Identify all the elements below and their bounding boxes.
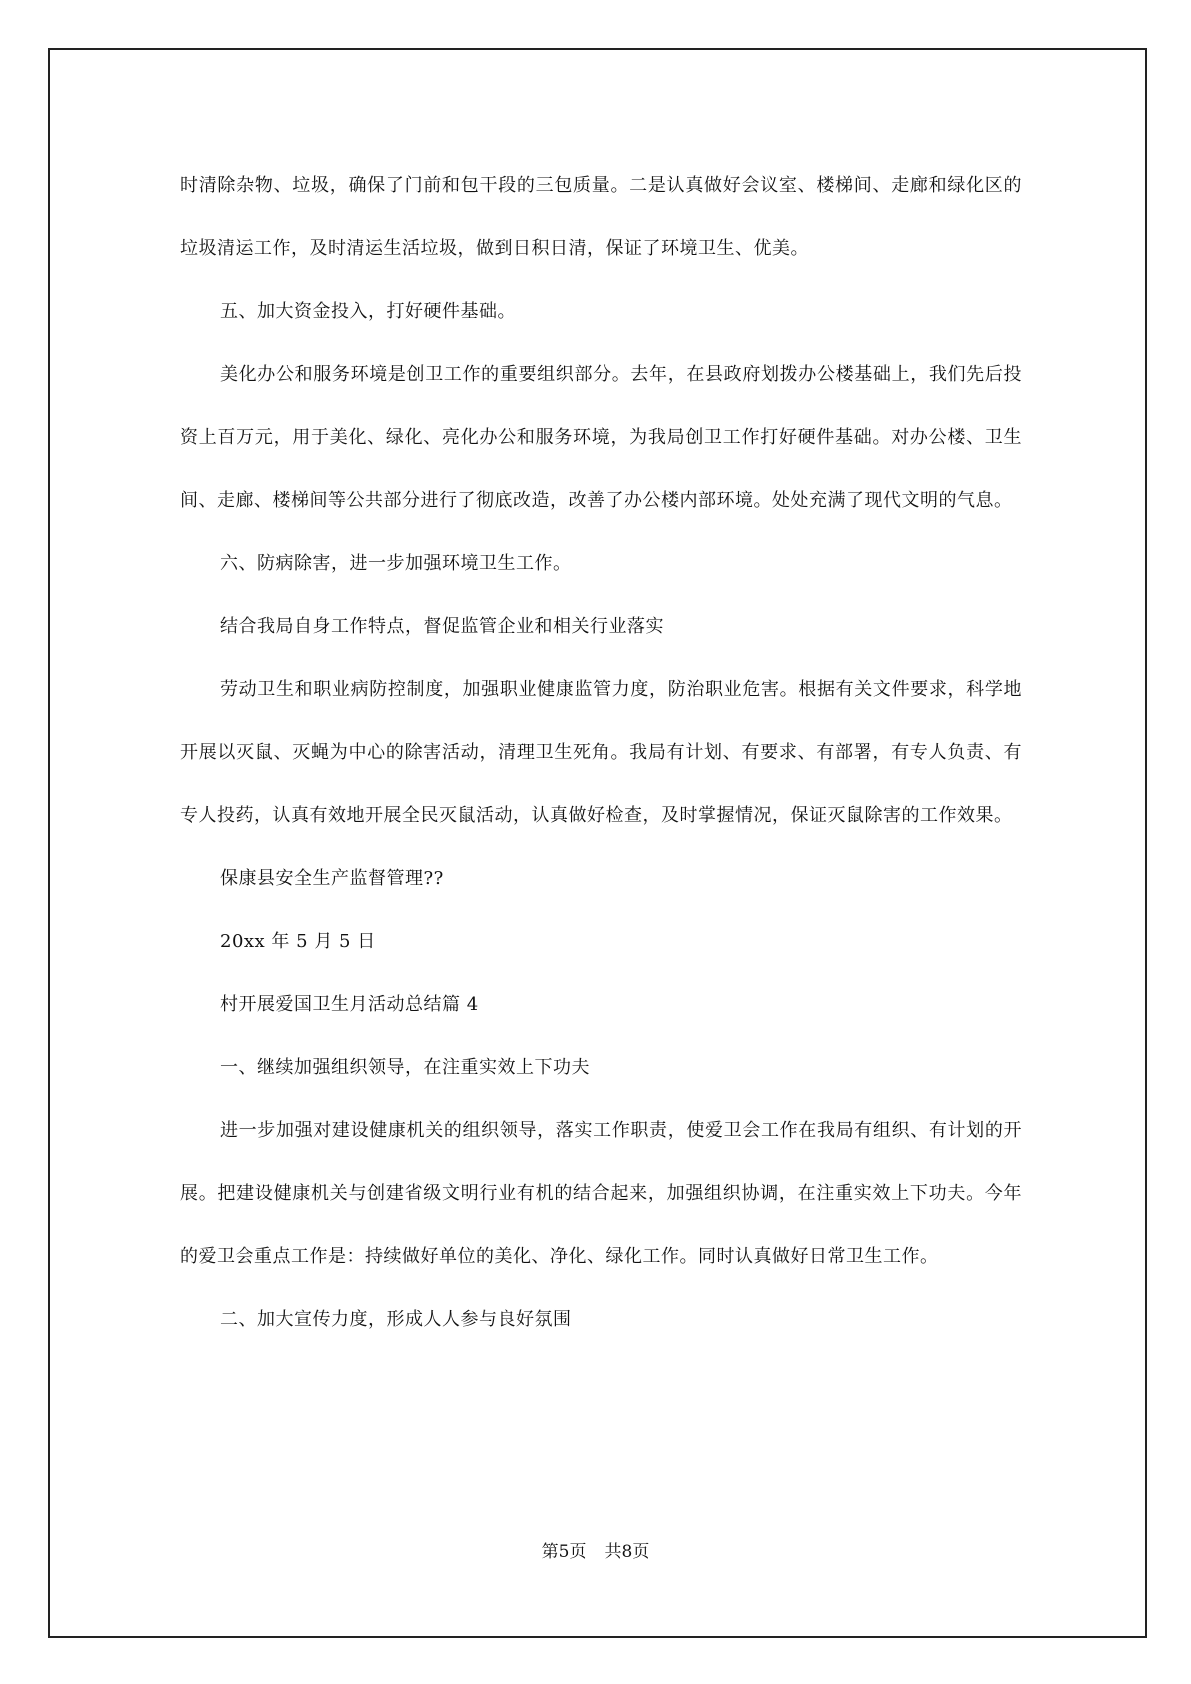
- paragraph-1: 时清除杂物、垃圾，确保了门前和包干段的三包质量。二是认真做好会议室、楼梯间、走廊和绿化区的垃圾清运工作，及时清运生活垃圾，做到日积日清，保证了环境卫生、优美。: [180, 175, 1022, 259]
- article-title: 村开展爱国卫生月活动总结篇 4: [220, 994, 479, 1015]
- paragraph-11: 进一步加强对建设健康机关的组织领导，落实工作职责，使爱卫会工作在我局有组织、有计划的开展。把建设健康机关与创建省级文明行业有机的结合起来，加强组织协调，在注重实效上下功夫。今年的爱卫会重点工作是：持续做好单位的美化、净化、绿化工作。同时认真做好日常卫生工作。: [180, 1120, 1022, 1267]
- section-heading-1: 一、继续加强组织领导，在注重实效上下功夫: [220, 1057, 590, 1078]
- document-body: [180, 154, 1022, 1351]
- paragraph-6: 劳动卫生和职业病防控制度，加强职业健康监管力度，防治职业危害。根据有关文件要求，科学地开展以灭鼠、灭蝇为中心的除害活动，清理卫生死角。我局有计划、有要求、有部署，有专人负责、有专人投药，认真有效地开展全民灭鼠活动，认真做好检查，及时掌握情况，保证灭鼠除害的工作效果。: [180, 679, 1022, 826]
- paragraph-5: 结合我局自身工作特点，督促监管企业和相关行业落实: [220, 616, 664, 637]
- section-heading-6: 六、防病除害，进一步加强环境卫生工作。: [220, 553, 572, 574]
- signature-org: 保康县安全生产监督管理??: [220, 868, 444, 889]
- signature-date: 20xx 年 5 月 5 日: [220, 931, 376, 952]
- section-heading-2: 二、加大宣传力度，形成人人参与良好氛围: [220, 1309, 572, 1330]
- paragraph-3: 美化办公和服务环境是创卫工作的重要组织部分。去年，在县政府划拨办公楼基础上，我们先后投资上百万元，用于美化、绿化、亮化办公和服务环境，为我局创卫工作打好硬件基础。对办公楼、卫生间、走廊、楼梯间等公共部分进行了彻底改造，改善了办公楼内部环境。处处充满了现代文明的气息。: [180, 364, 1022, 511]
- page-footer: [0, 1540, 1191, 1564]
- page-total: 共8页: [604, 1542, 650, 1562]
- section-heading-5: 五、加大资金投入，打好硬件基础。: [220, 301, 516, 322]
- page-number: 第5页: [541, 1542, 587, 1562]
